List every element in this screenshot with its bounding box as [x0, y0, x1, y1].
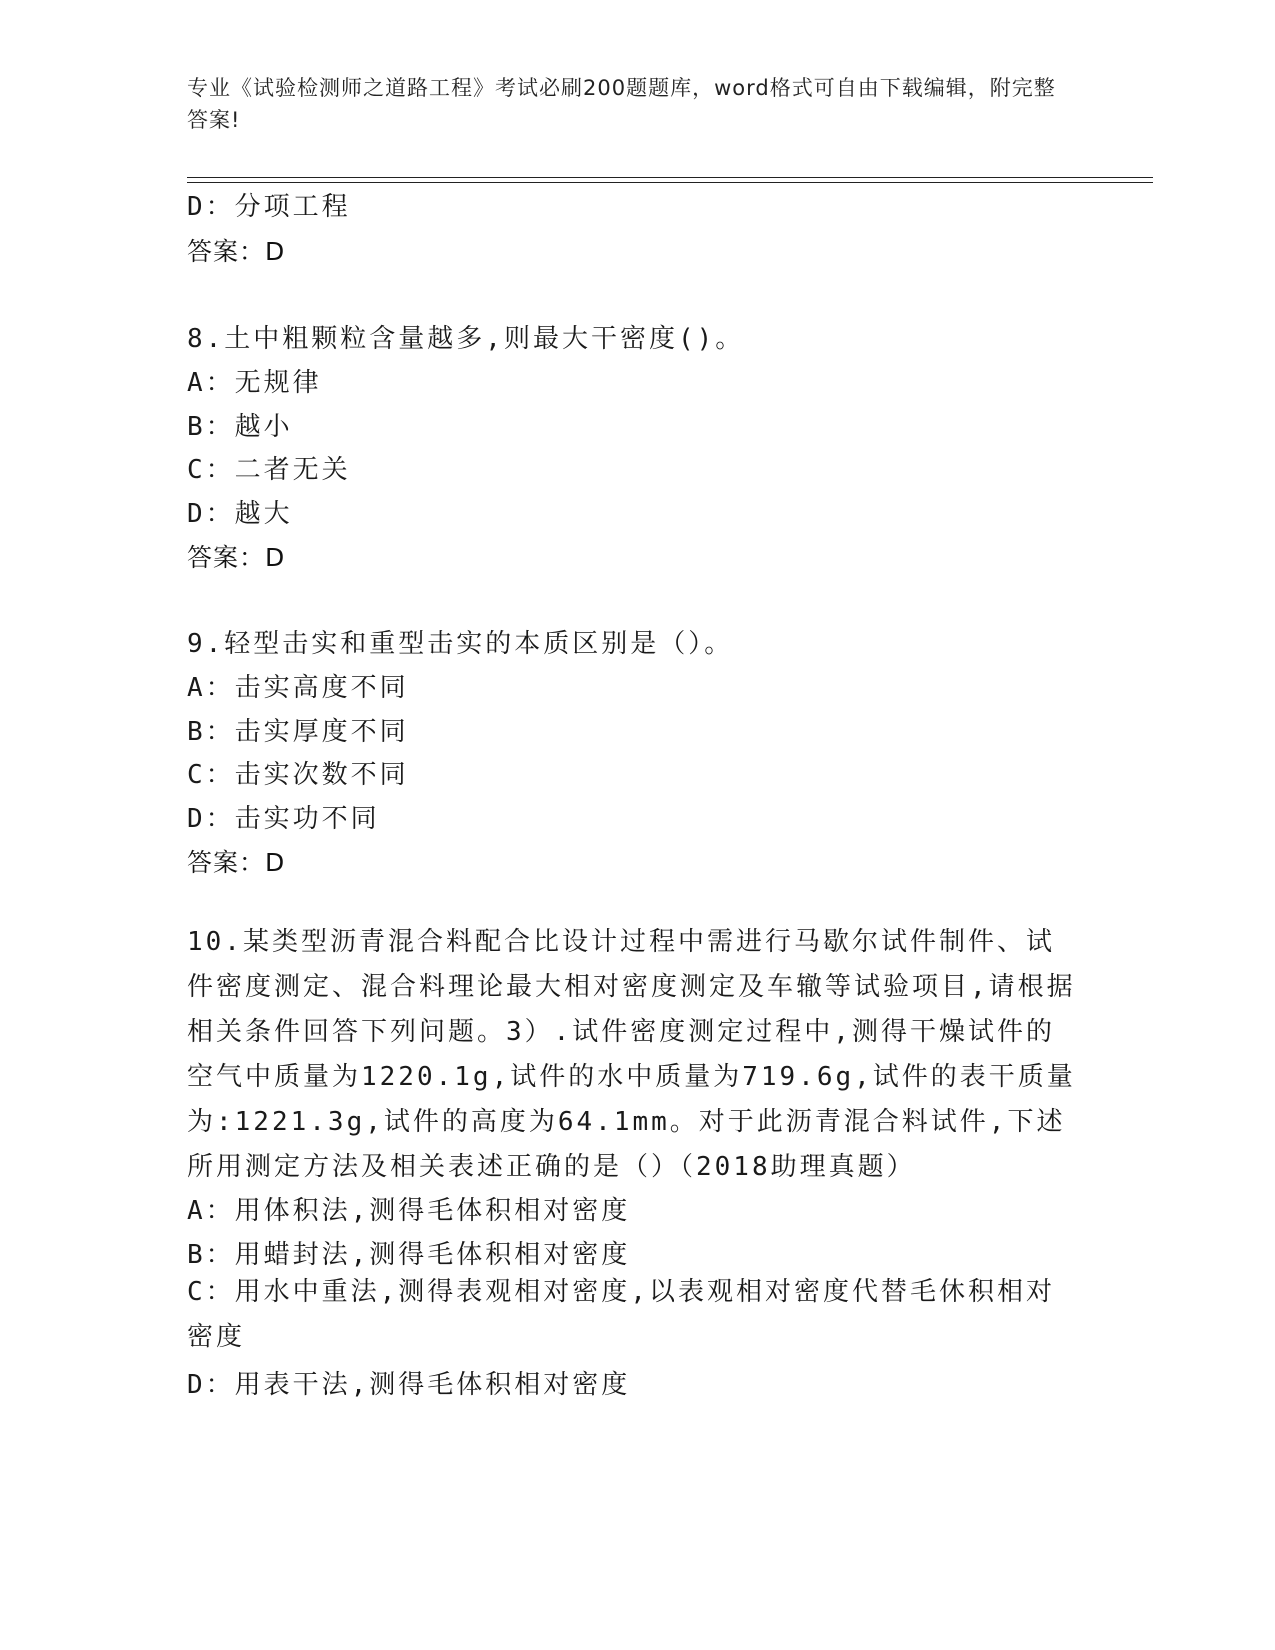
q8-option-a: A：无规律	[187, 368, 322, 398]
q10-option-a: A：用体积法,测得毛体积相对密度	[187, 1196, 631, 1226]
header-divider-bottom	[187, 182, 1153, 183]
q10-option-c: C：用水中重法,测得表观相对密度,以表观相对密度代替毛休积相对密度	[187, 1277, 1055, 1352]
q9-option-c: C：击实次数不同	[187, 760, 409, 790]
q9-text: 9.轻型击实和重型击实的本质区别是（）。	[187, 629, 734, 659]
q9-option-b: B：击实厚度不同	[187, 717, 409, 747]
q10-option-d: D：用表干法,测得毛体积相对密度	[187, 1370, 631, 1400]
prev-question-answer: 答案：D	[187, 237, 286, 266]
q9-answer: 答案：D	[187, 848, 286, 877]
q10-option-b: B：用蜡封法,测得毛体积相对密度	[187, 1240, 631, 1270]
q8-option-d: D：越大	[187, 499, 293, 529]
q9-option-d: D：击实功不同	[187, 804, 380, 834]
q8-text: 8.土中粗颗粒含量越多,则最大干密度()。	[187, 324, 745, 354]
header-divider-top	[187, 177, 1153, 178]
document-header: 专业《试验检测师之道路工程》考试必刷200题题库，word格式可自由下载编辑，附完整答案!	[187, 76, 1056, 132]
q8-option-b: B：越小	[187, 412, 293, 442]
q8-answer: 答案：D	[187, 543, 286, 572]
q9-option-a: A：击实高度不同	[187, 673, 409, 703]
q10-text: 10.某类型沥青混合料配合比设计过程中需进行马歇尔试件制件、试件密度测定、混合料理论最大相对密度测定及车辙等试验项目,请根据相关条件回答下列问题。3）.试件密度测定过程中,测得干燥试件的空气中质量为1220.1g,试件的水中质量为719.6g,试件的表干质量为:1221.3g,试件的高度为64.1mm。对于此沥青混合料试件,下述所用测定方法及相关表述正确的是（）（2018助理真题）	[187, 927, 1076, 1182]
prev-question-option-d: D：分项工程	[187, 192, 351, 222]
q8-option-c: C：二者无关	[187, 455, 351, 485]
